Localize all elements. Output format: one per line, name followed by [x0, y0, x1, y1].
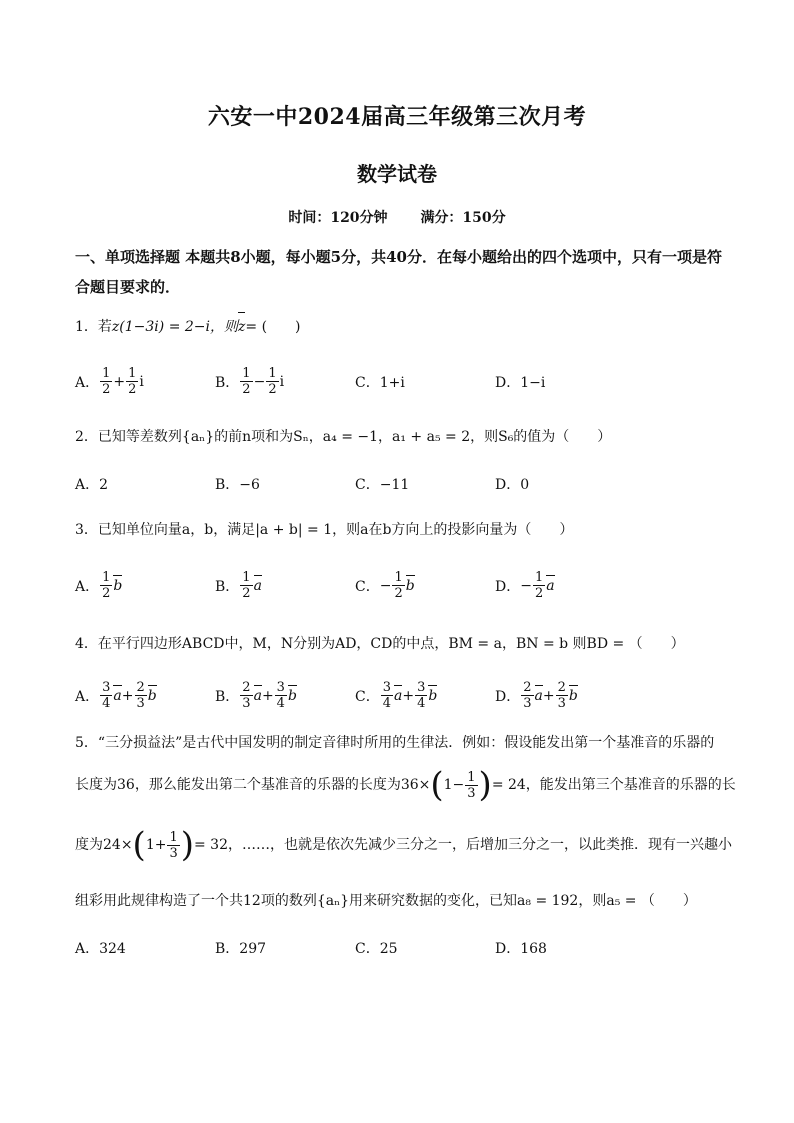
option-a[interactable]: A． $\frac{3}{4}$ a + $\frac{2}{3}$ b [75, 680, 157, 711]
option-d[interactable]: D．168 [495, 941, 547, 957]
option-d[interactable]: D．1−i [495, 374, 546, 391]
section-heading: 一、单项选择题 本题共8小题，每小题5分，共40分．在每小题给出的四个选项中，只有一项是符合题目要求的． [75, 248, 722, 296]
option-d[interactable]: D． $\frac{2}{3}$ a + $\frac{2}{3}$ b [495, 680, 578, 711]
z-conjugate: z [238, 315, 245, 339]
option-b[interactable]: B． $\frac{2}{3}$ a + $\frac{3}{4}$ b [215, 680, 297, 711]
q5-line-1: 5．“三分损益法”是古代中国发明的制定音律时所用的生律法．例如：假设能发出第一个基准音的乐器的 [75, 735, 715, 751]
option-c[interactable]: C．−11 [355, 477, 410, 493]
option-c[interactable]: C．1+i [355, 374, 405, 391]
question-5-options [75, 938, 635, 958]
question-1-stem: 1．若z(1−3i) = 2−i，则z= ( ) [75, 315, 734, 339]
option-b[interactable]: B． $\frac{1}{2}$ a [215, 570, 262, 601]
q5-line-2: 长度为36，那么能发出第二个基准音的乐器的长度为36×(1− $\frac{1}{3}$ )= 24，能发出第三个基准音的乐器的长 [75, 765, 736, 805]
page-subtitle: 数学试卷 [357, 162, 437, 186]
question-4-options [75, 680, 635, 711]
option-c[interactable]: C． $\frac{3}{4}$ a + $\frac{3}{4}$ b [355, 680, 438, 711]
exam-score: 满分：150分 [420, 210, 506, 226]
option-a[interactable]: A．2 [75, 477, 109, 493]
option-a[interactable]: A． $\frac{1}{2}$ + $\frac{1}{2}$ i [75, 366, 144, 397]
question-2-options [75, 474, 635, 494]
option-a[interactable]: A．324 [75, 941, 126, 957]
q5-line-3: 度为24×(1+ $\frac{1}{3}$ )= 32，……，也就是依次先减少三分之一，后增加三分之一，以此类推．现有一兴趣小 [75, 825, 732, 865]
question-3-stem: 3．已知单位向量a，b，满足|a + b| = 1，则a在b方向上的投影向量为（ ） [75, 522, 574, 538]
option-d[interactable]: D．0 [495, 477, 530, 493]
question-4-stem: 4．在平行四边形ABCD中，M，N分别为AD，CD的中点，BM = a，BN = b 则BD = （ ） [75, 636, 685, 652]
question-5-stem [75, 732, 734, 962]
question-3-options [75, 570, 635, 601]
option-b[interactable]: B．297 [215, 941, 267, 957]
exam-time: 时间：120分钟 [288, 210, 388, 226]
option-c[interactable]: C． − $\frac{1}{2}$ b [355, 570, 415, 601]
option-b[interactable]: B．−6 [215, 477, 260, 493]
question-2-stem: 2．已知等差数列{aₙ}的前n项和为Sₙ，a₄ = −1，a₁ + a₅ = 2，则S₆的值为（ ） [75, 429, 612, 445]
option-b[interactable]: B． $\frac{1}{2}$ − $\frac{1}{2}$ i [215, 366, 285, 397]
exam-meta [0, 207, 794, 227]
q5-line-4: 组彩用此规律构造了一个共12项的数列{aₙ}用来研究数据的变化，已知a₈ = 192，则a₅ = （ ） [75, 893, 697, 909]
option-a[interactable]: A． $\frac{1}{2}$ b [75, 570, 123, 601]
question-1-options [75, 366, 635, 397]
page-title: 六安一中2024届高三年级第三次月考 [207, 104, 587, 130]
option-d[interactable]: D． − $\frac{1}{2}$ a [495, 570, 555, 601]
option-c[interactable]: C．25 [355, 941, 398, 957]
